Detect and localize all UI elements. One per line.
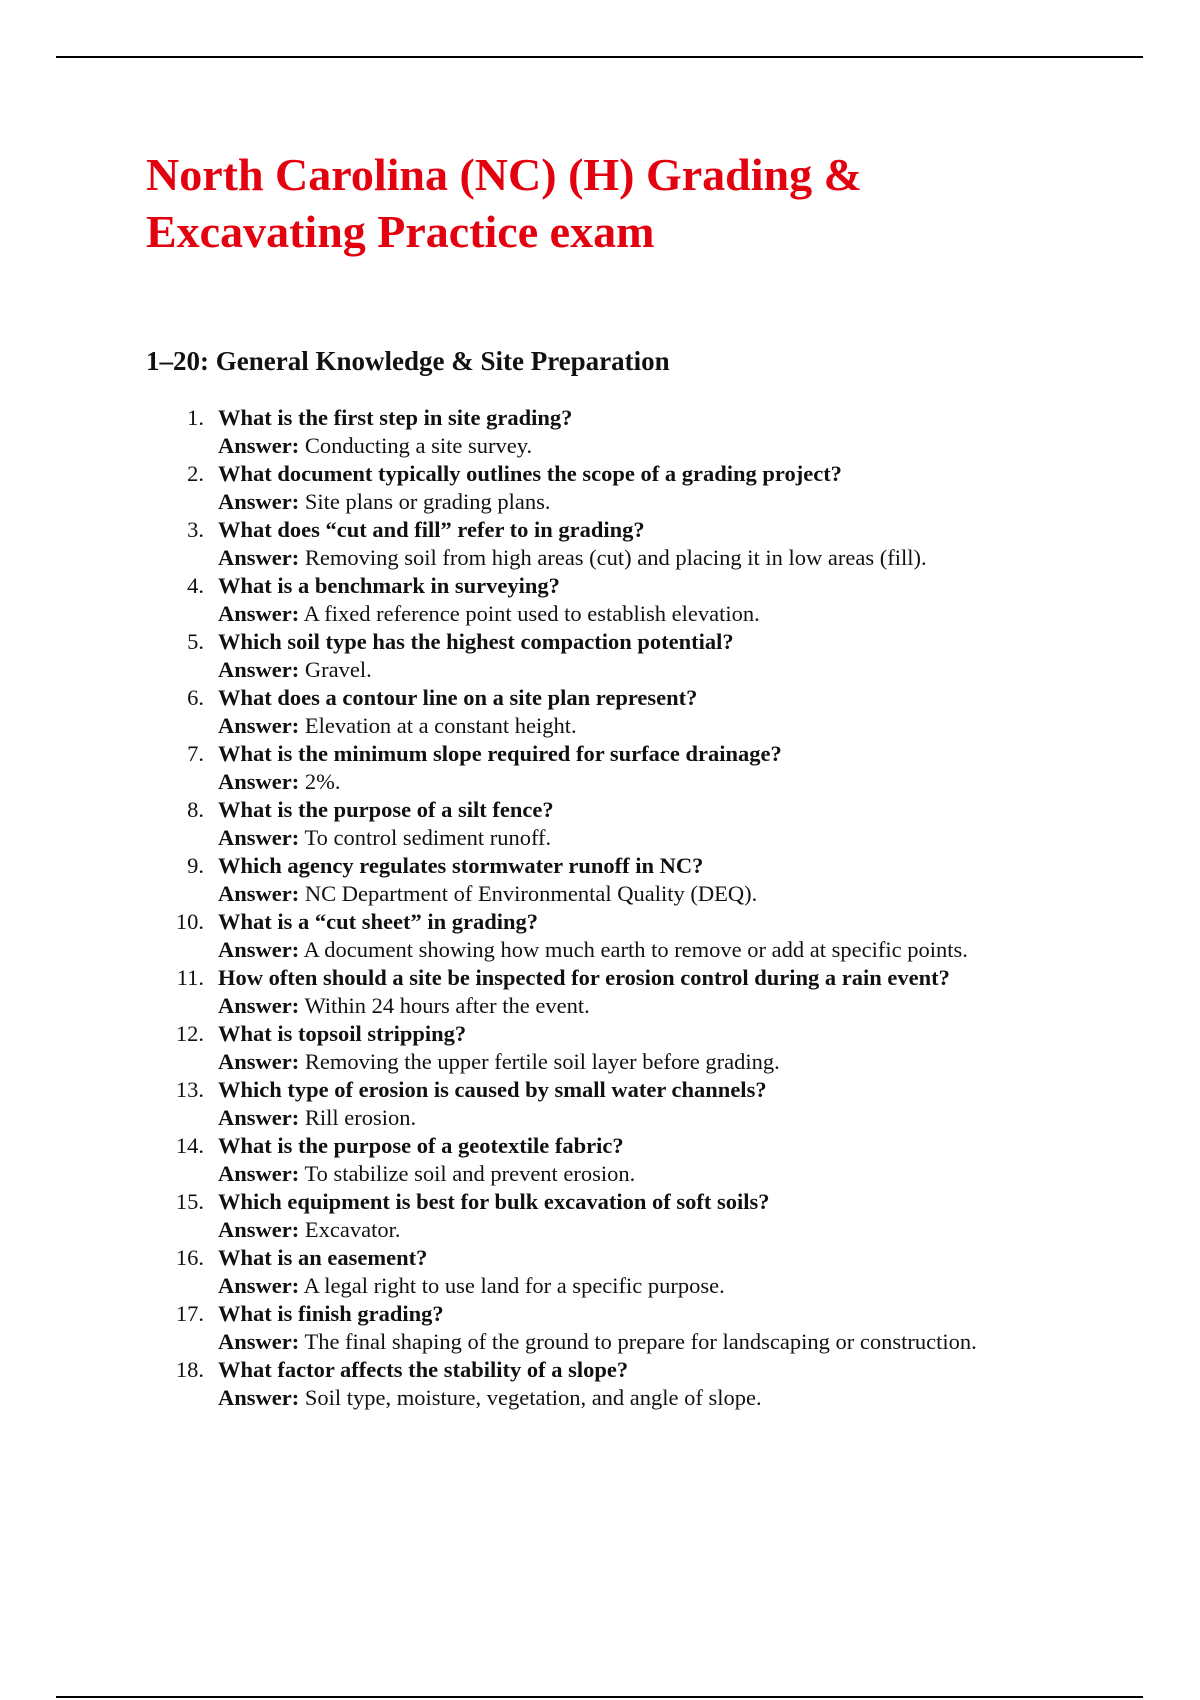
question-text: What is the purpose of a silt fence? — [218, 797, 554, 822]
answer-label: Answer: — [218, 1329, 300, 1354]
document-title-line-2: Excavating Practice exam — [146, 206, 655, 257]
answer-line — [218, 1384, 1146, 1412]
list-item — [146, 1020, 1146, 1076]
answer-label: Answer: — [218, 825, 300, 850]
list-item — [146, 796, 1146, 852]
question-text: What is an easement? — [218, 1245, 428, 1270]
answer-text: Removing soil from high areas (cut) and placing it in low areas (fill). — [304, 545, 927, 570]
answer-line — [218, 1104, 1146, 1132]
question-number: 12. — [175, 1021, 204, 1046]
answer-label: Answer: — [218, 993, 300, 1018]
answer-line — [218, 768, 1146, 796]
answer-text: Gravel. — [304, 657, 372, 682]
answer-line — [218, 1328, 1146, 1356]
answer-line — [218, 1216, 1146, 1244]
list-item — [146, 1076, 1146, 1132]
answer-line — [218, 712, 1146, 740]
question-number: 11. — [176, 965, 204, 990]
question-number: 1. — [187, 405, 204, 430]
list-item — [146, 404, 1146, 460]
question-text: What is a “cut sheet” in grading? — [218, 909, 539, 934]
list-item — [146, 628, 1146, 684]
answer-label: Answer: — [218, 1385, 300, 1410]
question-text: Which type of erosion is caused by small water channels? — [218, 1077, 767, 1102]
question-text: What is topsoil stripping? — [218, 1021, 467, 1046]
answer-label: Answer: — [218, 1161, 300, 1186]
question-number: 6. — [187, 685, 204, 710]
list-item — [146, 684, 1146, 740]
answer-line — [218, 880, 1146, 908]
question-text: What is the minimum slope required for surface drainage? — [218, 741, 782, 766]
answer-text: To control sediment runoff. — [304, 825, 552, 850]
answer-line — [218, 656, 1146, 684]
document-title — [146, 146, 1046, 260]
question-number: 7. — [187, 741, 204, 766]
answer-text: The final shaping of the ground to prepare for landscaping or construction. — [304, 1329, 977, 1354]
list-item — [146, 1244, 1146, 1300]
question-text: What document typically outlines the scope of a grading project? — [218, 461, 842, 486]
answer-label: Answer: — [218, 489, 300, 514]
question-number: 18. — [175, 1357, 204, 1382]
question-number: 10. — [175, 909, 204, 934]
answer-text: Conducting a site survey. — [304, 433, 533, 458]
answer-label: Answer: — [218, 881, 300, 906]
answer-label: Answer: — [218, 1049, 300, 1074]
answer-label: Answer: — [218, 1105, 300, 1130]
question-text: Which agency regulates stormwater runoff in NC? — [218, 853, 704, 878]
question-text: How often should a site be inspected for erosion control during a rain event? — [218, 965, 950, 990]
list-item — [146, 1300, 1146, 1356]
answer-text: Removing the upper fertile soil layer before grading. — [304, 1049, 780, 1074]
answer-line — [218, 1272, 1146, 1300]
list-item — [146, 572, 1146, 628]
question-text: What is the purpose of a geotextile fabric? — [218, 1133, 624, 1158]
answer-line — [218, 936, 1146, 964]
question-number: 14. — [175, 1133, 204, 1158]
answer-line — [218, 824, 1146, 852]
document-title-line-1: North Carolina (NC) (H) Grading & — [146, 149, 862, 200]
question-text: What factor affects the stability of a slope? — [218, 1357, 629, 1382]
answer-label: Answer: — [218, 1273, 300, 1298]
list-item — [146, 1356, 1146, 1412]
question-number: 17. — [175, 1301, 204, 1326]
answer-text: Soil type, moisture, vegetation, and angle of slope. — [304, 1385, 762, 1410]
answer-text: To stabilize soil and prevent erosion. — [304, 1161, 636, 1186]
list-item — [146, 852, 1146, 908]
answer-text: Excavator. — [304, 1217, 401, 1242]
question-text: What does “cut and fill” refer to in grading? — [218, 517, 645, 542]
answer-text: Elevation at a constant height. — [304, 713, 577, 738]
answer-text: Within 24 hours after the event. — [304, 993, 590, 1018]
list-item — [146, 740, 1146, 796]
answer-label: Answer: — [218, 769, 300, 794]
question-number: 4. — [187, 573, 204, 598]
question-list — [146, 404, 1146, 1412]
answer-label: Answer: — [218, 545, 300, 570]
answer-line — [218, 488, 1146, 516]
list-item — [146, 1132, 1146, 1188]
answer-text: A legal right to use land for a specific purpose. — [303, 1273, 725, 1298]
question-number: 2. — [187, 461, 204, 486]
question-number: 15. — [175, 1189, 204, 1214]
list-item — [146, 908, 1146, 964]
section-heading: 1–20: General Knowledge & Site Preparation — [146, 346, 670, 376]
answer-text: NC Department of Environmental Quality (DEQ). — [304, 881, 758, 906]
answer-line — [218, 1048, 1146, 1076]
answer-label: Answer: — [218, 713, 300, 738]
top-rule — [56, 56, 1143, 58]
list-item — [146, 1188, 1146, 1244]
answer-line — [218, 544, 1146, 572]
answer-label: Answer: — [218, 601, 300, 626]
question-number: 13. — [175, 1077, 204, 1102]
answer-label: Answer: — [218, 433, 300, 458]
question-number: 3. — [187, 517, 204, 542]
list-item — [146, 516, 1146, 572]
answer-label: Answer: — [218, 657, 300, 682]
answer-label: Answer: — [218, 937, 300, 962]
answer-text: Site plans or grading plans. — [304, 489, 551, 514]
answer-text: A document showing how much earth to remove or add at specific points. — [303, 937, 968, 962]
question-number: 8. — [187, 797, 204, 822]
question-text: Which equipment is best for bulk excavation of soft soils? — [218, 1189, 770, 1214]
question-text: Which soil type has the highest compaction potential? — [218, 629, 734, 654]
list-item — [146, 460, 1146, 516]
question-text: What is the first step in site grading? — [218, 405, 573, 430]
answer-line — [218, 1160, 1146, 1188]
answer-text: A fixed reference point used to establish elevation. — [303, 601, 760, 626]
answer-line — [218, 432, 1146, 460]
answer-line — [218, 600, 1146, 628]
answer-text: 2%. — [304, 769, 341, 794]
question-number: 9. — [187, 853, 204, 878]
question-text: What does a contour line on a site plan represent? — [218, 685, 698, 710]
question-text: What is a benchmark in surveying? — [218, 573, 560, 598]
list-item — [146, 964, 1146, 1020]
question-text: What is finish grading? — [218, 1301, 444, 1326]
question-number: 16. — [175, 1245, 204, 1270]
answer-text: Rill erosion. — [304, 1105, 417, 1130]
bottom-rule — [56, 1696, 1143, 1698]
answer-label: Answer: — [218, 1217, 300, 1242]
question-number: 5. — [187, 629, 204, 654]
answer-line — [218, 992, 1146, 1020]
